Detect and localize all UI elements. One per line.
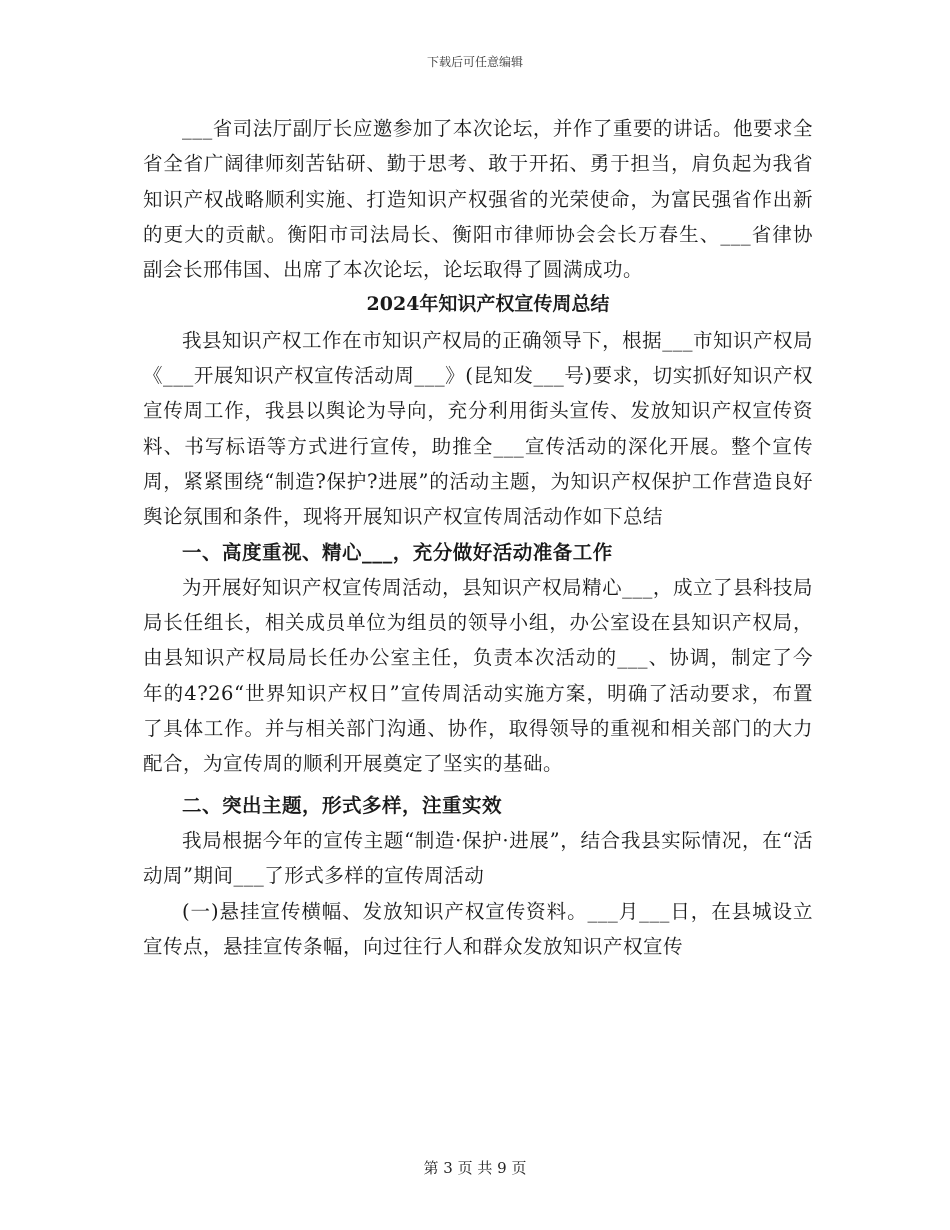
paragraph-theme: 我局根据今年的宣传主题“制造·保护·进展”，结合我县实际情况，在“活动周”期间___了形式多样的宣传周活动 (143, 828, 813, 888)
paragraph-introduction: 我县知识产权工作在市知识产权局的正确领导下，根据___市知识产权局《___开展知识产权宣传活动周___》(昆知发___号)要求，切实抓好知识产权宣传周工作，我县以舆论为导向，充分利用街头宣传、发放知识产权宣传资料、书写标语等方式进行宣传，助推全___宣传活动的深化开展。整个宣传周，紧紧围绕“制造?保护?进展”的活动主题，为知识产权保护工作营造良好舆论氛围和条件，现将开展知识产权宣传周活动作如下总结 (143, 328, 813, 529)
document-body (143, 111, 813, 964)
paragraph-banners: (一)悬挂宣传横幅、发放知识产权宣传资料。___月___日，在县城设立宣传点，悬挂宣传条幅，向过往行人和群众发放知识产权宣传 (143, 899, 813, 958)
section-title: 2024年知识产权宣传周总结 (366, 293, 610, 316)
heading-highlight-theme: 二、突出主题，形式多样，注重实效 (182, 793, 503, 817)
heading-preparation: 一、高度重视、精心___，充分做好活动准备工作 (182, 540, 613, 564)
page-number-footer: 第 3 页 共 9 页 (423, 1159, 527, 1177)
paragraph-preparation: 为开展好知识产权宣传周活动，县知识产权局精心___，成立了县科技局局长任组长，相关成员单位为组员的领导小组，办公室设在县知识产权局，由县知识产权局局长任办公室主任，负责本次活动的___、协调，制定了今年的4?26“世界知识产权日”宣传周活动实施方案，明确了活动要求，布置了具体工作。并与相关部门沟通、协作，取得领导的重视和相关部门的大力配合，为宣传周的顺利开展奠定了坚实的基础。 (143, 575, 813, 776)
page-header-note: 下载后可任意编辑 (426, 55, 523, 69)
paragraph-forum-closing: ___省司法厅副厅长应邀参加了本次论坛，并作了重要的讲话。他要求全省全省广阔律师刻苦钻研、勤于思考、敢于开拓、勇于担当，肩负起为我省知识产权战略顺利实施、打造知识产权强省的光荣使命，为富民强省作出新的更大的贡献。衡阳市司法局长、衡阳市律师协会会长万春生、___省律协副会长邢伟国、出席了本次论坛，论坛取得了圆满成功。 (143, 117, 813, 282)
